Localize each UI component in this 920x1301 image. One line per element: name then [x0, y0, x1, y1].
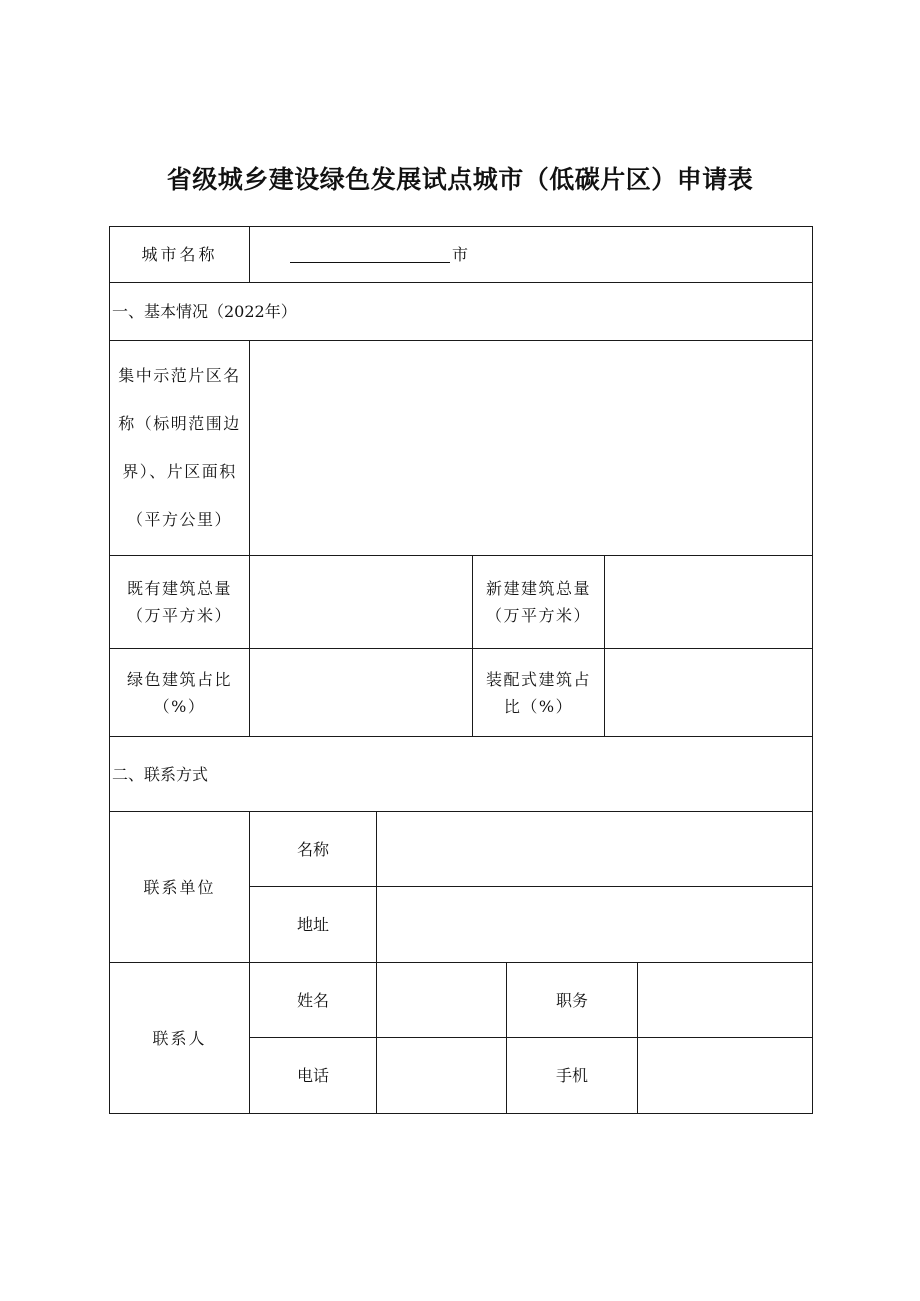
city-name-field[interactable] — [250, 227, 812, 282]
new-building-field[interactable] — [605, 556, 812, 648]
city-suffix: 市 — [452, 245, 469, 264]
unit-name-label: 名称 — [296, 839, 329, 859]
person-name-label: 姓名 — [296, 990, 329, 1010]
green-building-ratio-field[interactable] — [250, 649, 472, 736]
prefab-building-ratio-label: 装配式建筑占 比（%） — [485, 669, 591, 716]
prefab-building-ratio-field[interactable] — [605, 649, 812, 736]
city-name-label: 城市名称 — [141, 245, 218, 264]
city-name-blank[interactable] — [290, 246, 450, 263]
section-basic-info-heading: 一、基本情况（2022年） — [112, 302, 297, 321]
existing-building-field[interactable] — [250, 556, 472, 648]
form-title: 省级城乡建设绿色发展试点城市（低碳片区）申请表 — [166, 165, 754, 194]
person-phone-field[interactable] — [377, 1038, 506, 1113]
person-phone-label: 电话 — [296, 1066, 329, 1085]
person-mobile-label: 手机 — [555, 1066, 588, 1085]
district-name-field[interactable] — [250, 341, 812, 555]
person-name-field[interactable] — [377, 963, 506, 1037]
unit-name-field[interactable] — [377, 812, 812, 886]
person-title-field[interactable] — [638, 963, 812, 1037]
unit-address-label: 地址 — [296, 915, 329, 934]
contact-person-label: 联系人 — [152, 1028, 207, 1048]
contact-unit-label: 联系单位 — [143, 877, 216, 897]
existing-building-label: 既有建筑总量 （万平方米） — [126, 579, 232, 625]
unit-address-field[interactable] — [377, 887, 812, 962]
new-building-label: 新建建筑总量 （万平方米） — [485, 579, 591, 625]
person-mobile-field[interactable] — [638, 1038, 812, 1113]
district-name-label: 集中示范片区名 称（标明范围边 界）、片区面积 （平方公里） — [118, 366, 241, 529]
person-title-label: 职务 — [555, 990, 588, 1010]
green-building-ratio-label: 绿色建筑占比 （%） — [126, 669, 232, 716]
section-contact-heading: 二、联系方式 — [112, 764, 209, 784]
